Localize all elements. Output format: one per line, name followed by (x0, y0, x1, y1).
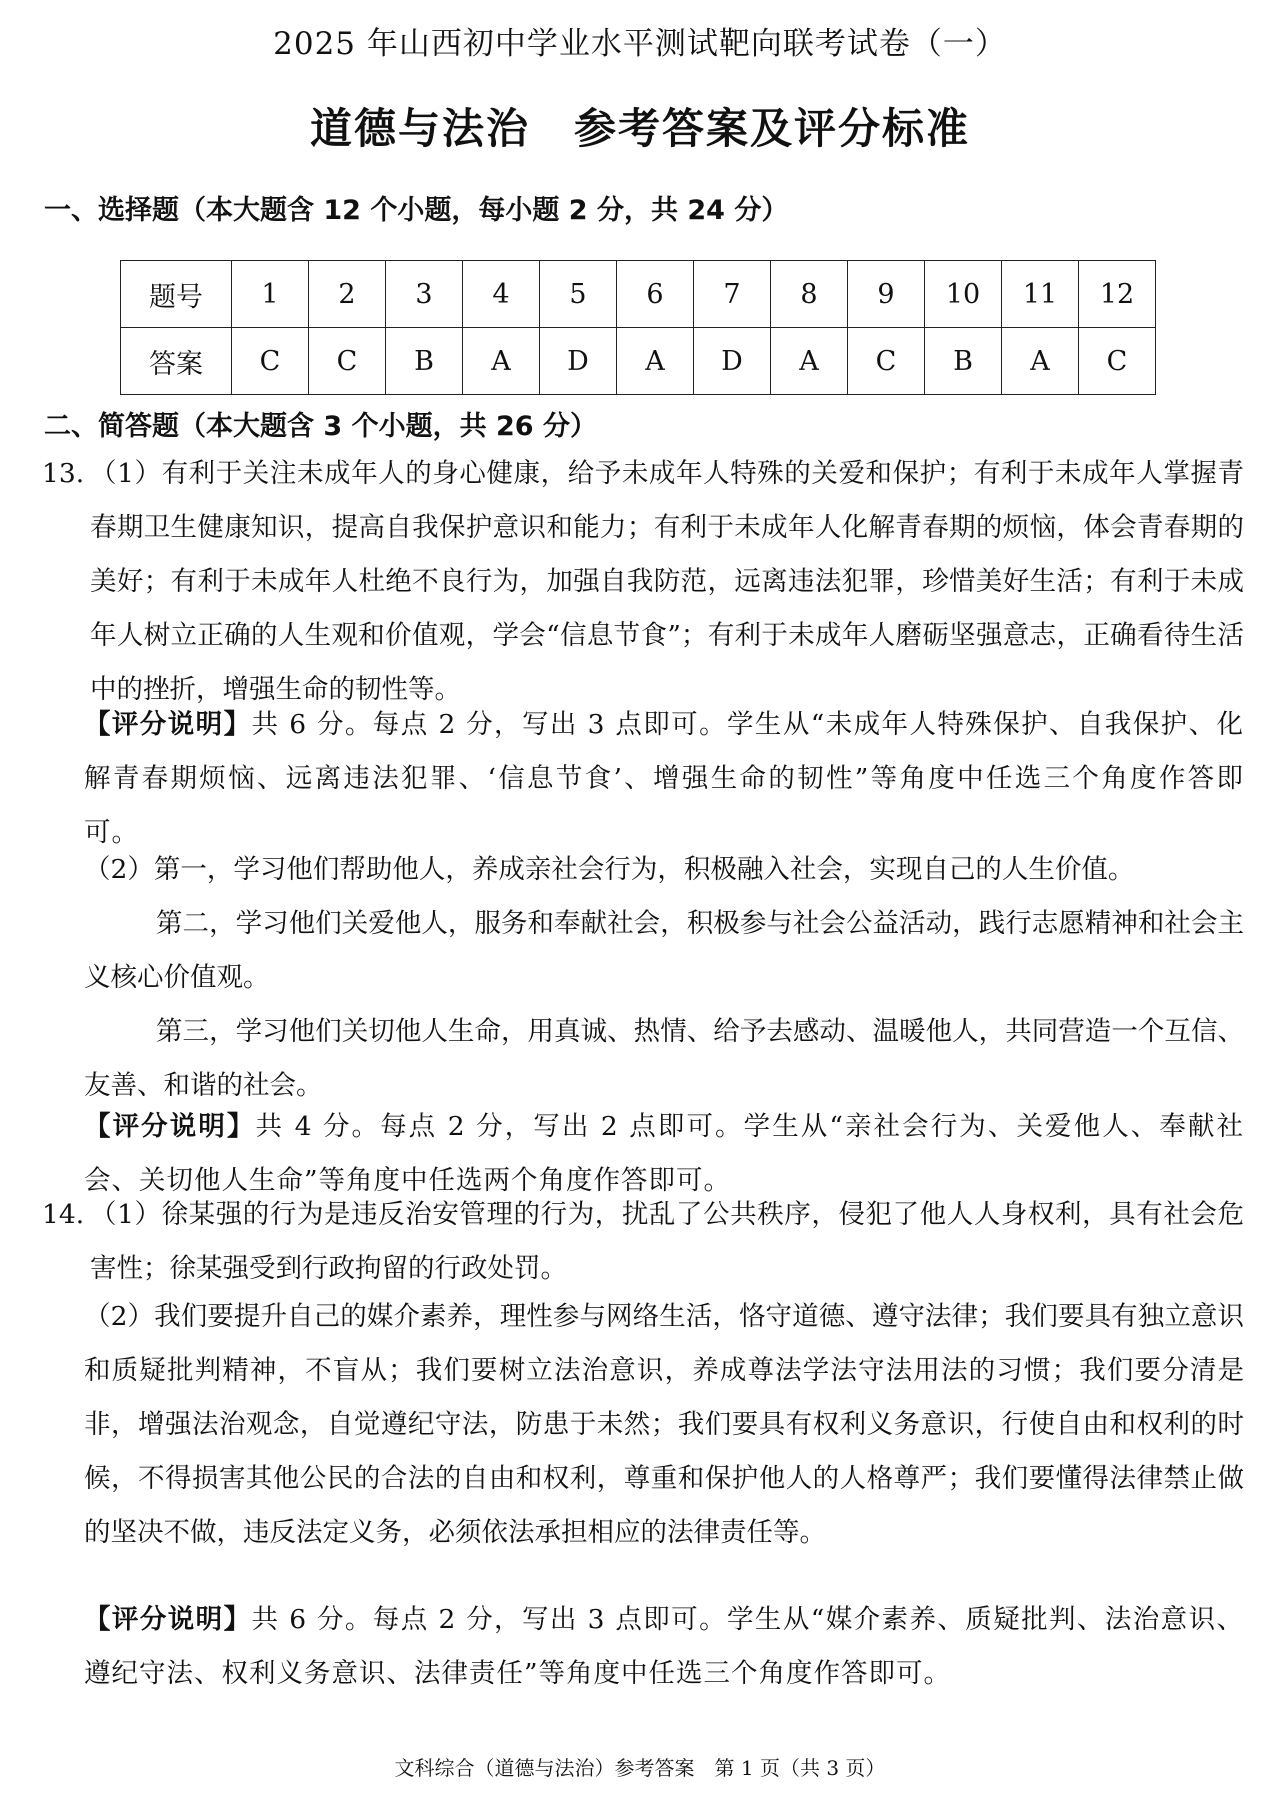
answer-cell: C (309, 328, 386, 395)
part-2-point-1: （2）第一，学习他们帮助他人，养成亲社会行为，积极融入社会，实现自己的人生价值。 (84, 854, 1135, 885)
answer-cell: C (232, 328, 309, 395)
question-number-cell: 6 (617, 261, 694, 328)
answer-cell: D (694, 328, 771, 395)
page-footer: 文科综合（道德与法治）参考答案 第 1 页（共 3 页） (394, 1756, 886, 1780)
question-13 (42, 447, 1244, 717)
question-number-cell: 2 (309, 261, 386, 328)
answer-cell: A (771, 328, 848, 395)
document-subtitle: 道德与法治 参考答案及评分标准 (309, 104, 970, 153)
question-14-part-2: （2）我们要提升自己的媒介素养，理性参与网络生活，恪守道德、遵守法律；我们要具有独立意识和质疑批判精神，不盲从；我们要树立法治意识，养成尊法学法守法用法的习惯；我们要分清是非，增强法治观念，自觉遵纪守法，防患于未然；我们要具有权利义务意识，行使自由和权利的时候，不得损害其他公民的合法的自由和权利，尊重和保护他人的人格尊严；我们要懂得法律禁止做的坚决不做，违反法定义务，必须依法承担相应的法律责任等。 (84, 1301, 1244, 1548)
question-number-cell: 11 (1002, 261, 1079, 328)
row-label-number: 题号 (121, 261, 232, 328)
scoring-note-label: 【评分说明】 (84, 1604, 252, 1635)
question-number-cell: 7 (694, 261, 771, 328)
question-number: 13. (42, 458, 85, 489)
scoring-note-text: 共 4 分。每点 2 分，写出 2 点即可。学生从“亲社会行为、关爱他人、奉献社会、关切他人生命”等角度中任选两个角度作答即可。 (84, 1111, 1245, 1196)
question-number-cell: 4 (463, 261, 540, 328)
answer-cell: A (617, 328, 694, 395)
part-2-point-3: 第三，学习他们关切他人生命，用真诚、热情、给予去感动、温暖他人，共同营造一个互信、友善、和谐的社会。 (84, 1016, 1244, 1101)
scoring-note-label: 【评分说明】 (84, 709, 252, 740)
answer-cell: A (463, 328, 540, 395)
question-number-cell: 9 (848, 261, 925, 328)
question-13-scoring-note-1 (84, 698, 1244, 860)
question-14-scoring-note (84, 1593, 1244, 1701)
answer-cell: B (925, 328, 1002, 395)
answer-cell: C (1079, 328, 1156, 395)
question-13-part-1: （1）有利于关注未成年人的身心健康，给予未成年人特殊的关爱和保护；有利于未成年人掌握青春期卫生健康知识，提高自我保护意识和能力；有利于未成年人化解青春期的烦恼，体会青春期的美好；有利于未成年人杜绝不良行为，加强自我防范，远离违法犯罪，珍惜美好生活；有利于未成年人树立正确的人生观和价值观，学会“信息节食”；有利于未成年人磨砺坚强意志，正确看待生活中的挫折，增强生命的韧性等。 (90, 458, 1244, 705)
answer-cell: B (386, 328, 463, 395)
answer-cell: C (848, 328, 925, 395)
row-label-answer: 答案 (121, 328, 232, 395)
answer-cell: A (1002, 328, 1079, 395)
answer-table-number-row (121, 261, 1156, 328)
answer-table-answer-row (121, 328, 1156, 395)
question-14-part-1: （1）徐某强的行为是违反治安管理的行为，扰乱了公共秩序，侵犯了他人人身权利，具有社会危害性；徐某强受到行政拘留的行政处罚。 (90, 1199, 1244, 1284)
scoring-note-text: 共 6 分。每点 2 分，写出 3 点即可。学生从“未成年人特殊保护、自我保护、化解青春期烦恼、远离违法犯罪、‘信息节食’、增强生命的韧性”等角度中任选三个角度作答即可。 (84, 709, 1245, 848)
scoring-note-label: 【评分说明】 (84, 1111, 256, 1142)
question-number: 14. (42, 1199, 85, 1230)
question-number-cell: 10 (925, 261, 1002, 328)
section2-heading: 二、简答题（本大题含 3 个小题，共 26 分） (44, 411, 597, 442)
section1-heading: 一、选择题（本大题含 12 个小题，每小题 2 分，共 24 分） (44, 195, 789, 226)
question-number-cell: 1 (232, 261, 309, 328)
answer-cell: D (540, 328, 617, 395)
question-14 (42, 1188, 1244, 1296)
part-2-point-2: 第二，学习他们关爱他人，服务和奉献社会，积极参与社会公益活动，践行志愿精神和社会主义核心价值观。 (84, 908, 1244, 993)
exam-title: 2025 年山西初中学业水平测试靶向联考试卷（一） (273, 26, 1007, 62)
question-13-part-2 (84, 843, 1244, 1113)
question-number-cell: 8 (771, 261, 848, 328)
question-number-cell: 12 (1079, 261, 1156, 328)
scoring-note-text: 共 6 分。每点 2 分，写出 3 点即可。学生从“媒介素养、质疑批判、法治意识、遵纪守法、权利义务意识、法律责任”等角度中任选三个角度作答即可。 (84, 1604, 1245, 1689)
question-number-cell: 5 (540, 261, 617, 328)
question-number-cell: 3 (386, 261, 463, 328)
answer-table (120, 260, 1156, 395)
